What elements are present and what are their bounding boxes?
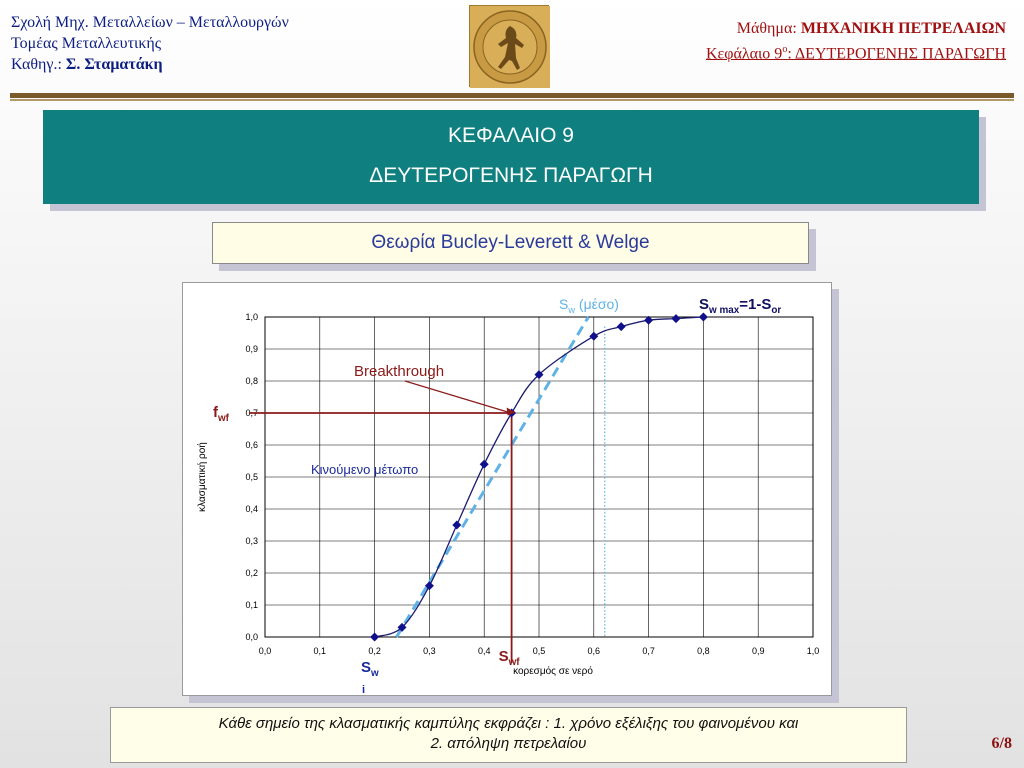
chapter-title: ΔΕΥΤΕΡΟΓΕΝΗΣ ΠΑΡΑΓΩΓΗ bbox=[369, 164, 653, 187]
y-tick-label: 0,4 bbox=[245, 504, 258, 514]
data-point-marker bbox=[589, 332, 598, 341]
footer-line-2: 2. απόληψη πετρελαίου bbox=[430, 735, 587, 752]
fractional-flow-chart bbox=[183, 283, 833, 697]
x-axis-label: κορεσμός σε νερό bbox=[513, 666, 593, 677]
x-tick-label: 0,2 bbox=[368, 646, 381, 656]
y-tick-label: 0,6 bbox=[245, 440, 258, 450]
y-tick-label: 0,2 bbox=[245, 568, 258, 578]
y-tick-label: 0,8 bbox=[245, 376, 258, 386]
university-seal-logo bbox=[469, 5, 549, 87]
footer-note bbox=[110, 707, 907, 763]
swi-label: $S_w$ bbox=[361, 659, 379, 679]
header-institution bbox=[11, 12, 289, 75]
chart-panel bbox=[182, 282, 832, 696]
y-axis-label: κλασματική ροή bbox=[197, 442, 208, 512]
swf-label: $S_{wf}$ bbox=[498, 648, 520, 668]
x-tick-label: 0,1 bbox=[313, 646, 327, 656]
department-name: Τομέας Μεταλλευτικής bbox=[11, 35, 162, 52]
course-name: ΜΗΧΑΝΙΚΗ ΠΕΤΡΕΛΑΙΩΝ bbox=[800, 20, 1006, 37]
y-tick-label: 0,1 bbox=[245, 600, 258, 610]
y-tick-label: 0,9 bbox=[245, 344, 258, 354]
header-divider-thin bbox=[10, 99, 1014, 101]
y-tick-label: 1,0 bbox=[245, 312, 258, 322]
breakthrough-label: Breakthrough bbox=[354, 363, 445, 380]
page-number: 6/8 bbox=[991, 735, 1012, 752]
data-point-marker bbox=[617, 322, 626, 331]
chapter-title-box bbox=[43, 110, 979, 204]
data-point-marker bbox=[480, 460, 489, 469]
x-tick-label: 0,9 bbox=[751, 646, 765, 656]
x-tick-label: 0,8 bbox=[697, 646, 710, 656]
section-subtitle: Θεωρία Bucley-Leverett & Welge bbox=[212, 222, 809, 264]
x-tick-label: 0,7 bbox=[642, 646, 655, 656]
data-point-marker bbox=[672, 314, 681, 323]
data-point-marker bbox=[370, 633, 379, 642]
x-tick-label: 0,3 bbox=[423, 646, 436, 656]
sw-max-label: $S_{w max}=1-S_{or}$ bbox=[699, 296, 782, 316]
chapter-line: Κεφάλαιο $9^o$: ΔΕΥΤΕΡΟΓΕΝΗΣ ΠΑΡΑΓΩΓΗ bbox=[705, 44, 1006, 63]
x-tick-label: 0,4 bbox=[477, 646, 491, 656]
y-tick-label: 0,3 bbox=[245, 536, 258, 546]
data-point-marker bbox=[699, 313, 708, 322]
chapter-number: ΚΕΦΑΛΑΙΟ 9 bbox=[448, 124, 574, 147]
x-tick-label: 0,0 bbox=[258, 646, 272, 656]
institution-name: Σχολή Μηχ. Μεταλλείων – Μεταλλουργών bbox=[11, 14, 289, 31]
header-course bbox=[706, 18, 1006, 64]
professor-name: Σ. Σταματάκη bbox=[65, 56, 163, 73]
moving-front-label: Κινούμενο μέτωπο bbox=[311, 462, 419, 477]
breakthrough-arrow-line bbox=[405, 381, 508, 412]
header-divider bbox=[10, 93, 1014, 98]
course-line: Μάθημα: ΜΗΧΑΝΙΚΗ ΠΕΤΡΕΛΑΙΩΝ bbox=[736, 20, 1006, 37]
professor-line: Καθηγ.: Σ. Σταματάκη bbox=[11, 56, 163, 73]
x-tick-label: 0,5 bbox=[532, 646, 546, 656]
y-tick-label: 0,0 bbox=[245, 632, 258, 642]
y-tick-label: 0,5 bbox=[245, 472, 258, 482]
x-tick-label: 1,0 bbox=[806, 646, 820, 656]
x-tick-label: 0,6 bbox=[587, 646, 601, 656]
sw-average-label: $S_w$ (μέσο) bbox=[559, 296, 619, 315]
fwf-label: $f_{wf}$ bbox=[213, 404, 229, 424]
footer-line-1: Κάθε σημείο της κλασματικής καμπύλης εκφράζει : 1. χρόνο εξέλιξης του φαινομένου και bbox=[218, 715, 799, 732]
y-tick-label: 0,7 bbox=[245, 408, 258, 418]
data-point-marker bbox=[452, 521, 461, 530]
swi-sub-label: i bbox=[362, 684, 366, 696]
